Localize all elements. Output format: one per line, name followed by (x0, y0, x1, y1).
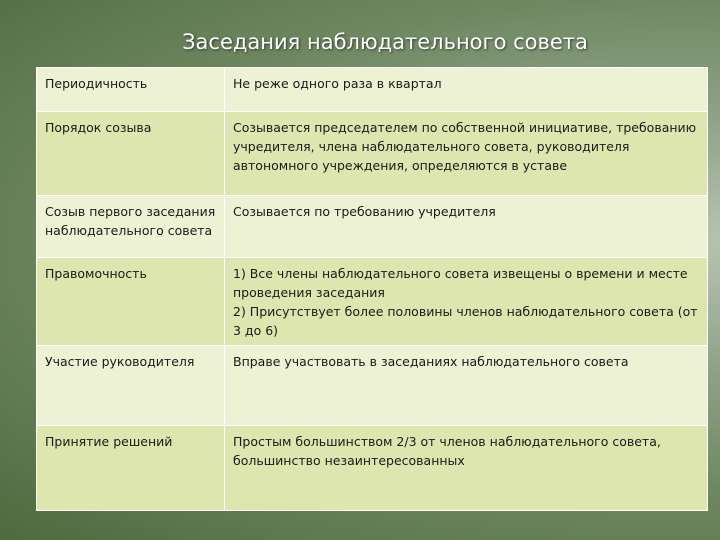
row-value-convocation-order (225, 112, 708, 196)
row-label-first-meeting: Созыв первого заседания наблюдательного совета (37, 196, 225, 258)
table-row (37, 258, 708, 346)
row-value-director-participation (225, 346, 708, 426)
council-meetings-table (36, 67, 708, 511)
row-value-first-meeting (225, 196, 708, 258)
row-label-director-participation: Участие руководителя (37, 346, 225, 426)
row-value-text: 2) Присутствует более половины членов наблюдательного совета (от 3 до 6) (233, 304, 698, 338)
row-value-quorum (225, 258, 708, 346)
table-row (37, 68, 708, 112)
row-value-text: Простым большинством 2/3 от членов наблюдательного совета, большинство незаинтересованных (233, 434, 661, 468)
table-row (37, 196, 708, 258)
table-row (37, 426, 708, 511)
table-row (37, 346, 708, 426)
row-label-periodicity: Периодичность (37, 68, 225, 112)
row-value-text: Вправе участвовать в заседаниях наблюдательного совета (233, 354, 629, 369)
row-value-text: Созывается по требованию учредителя (233, 204, 496, 219)
row-label-quorum: Правомочность (37, 258, 225, 346)
row-value-text: 1) Все члены наблюдательного совета извещены о времени и месте проведения заседания (233, 266, 688, 300)
row-label-convocation-order: Порядок созыва (37, 112, 225, 196)
row-value-text: Не реже одного раза в квартал (233, 76, 442, 91)
row-label-decision-making: Принятие решений (37, 426, 225, 511)
row-value-text: Созывается председателем по собственной инициативе, требованию учредителя, члена наблюдательного совета, руководителя автономного учреждения, определяются в уставе (233, 120, 697, 173)
table-row (37, 112, 708, 196)
slide-title: Заседания наблюдательного совета (182, 30, 588, 54)
row-value-decision-making (225, 426, 708, 511)
row-value-periodicity (225, 68, 708, 112)
